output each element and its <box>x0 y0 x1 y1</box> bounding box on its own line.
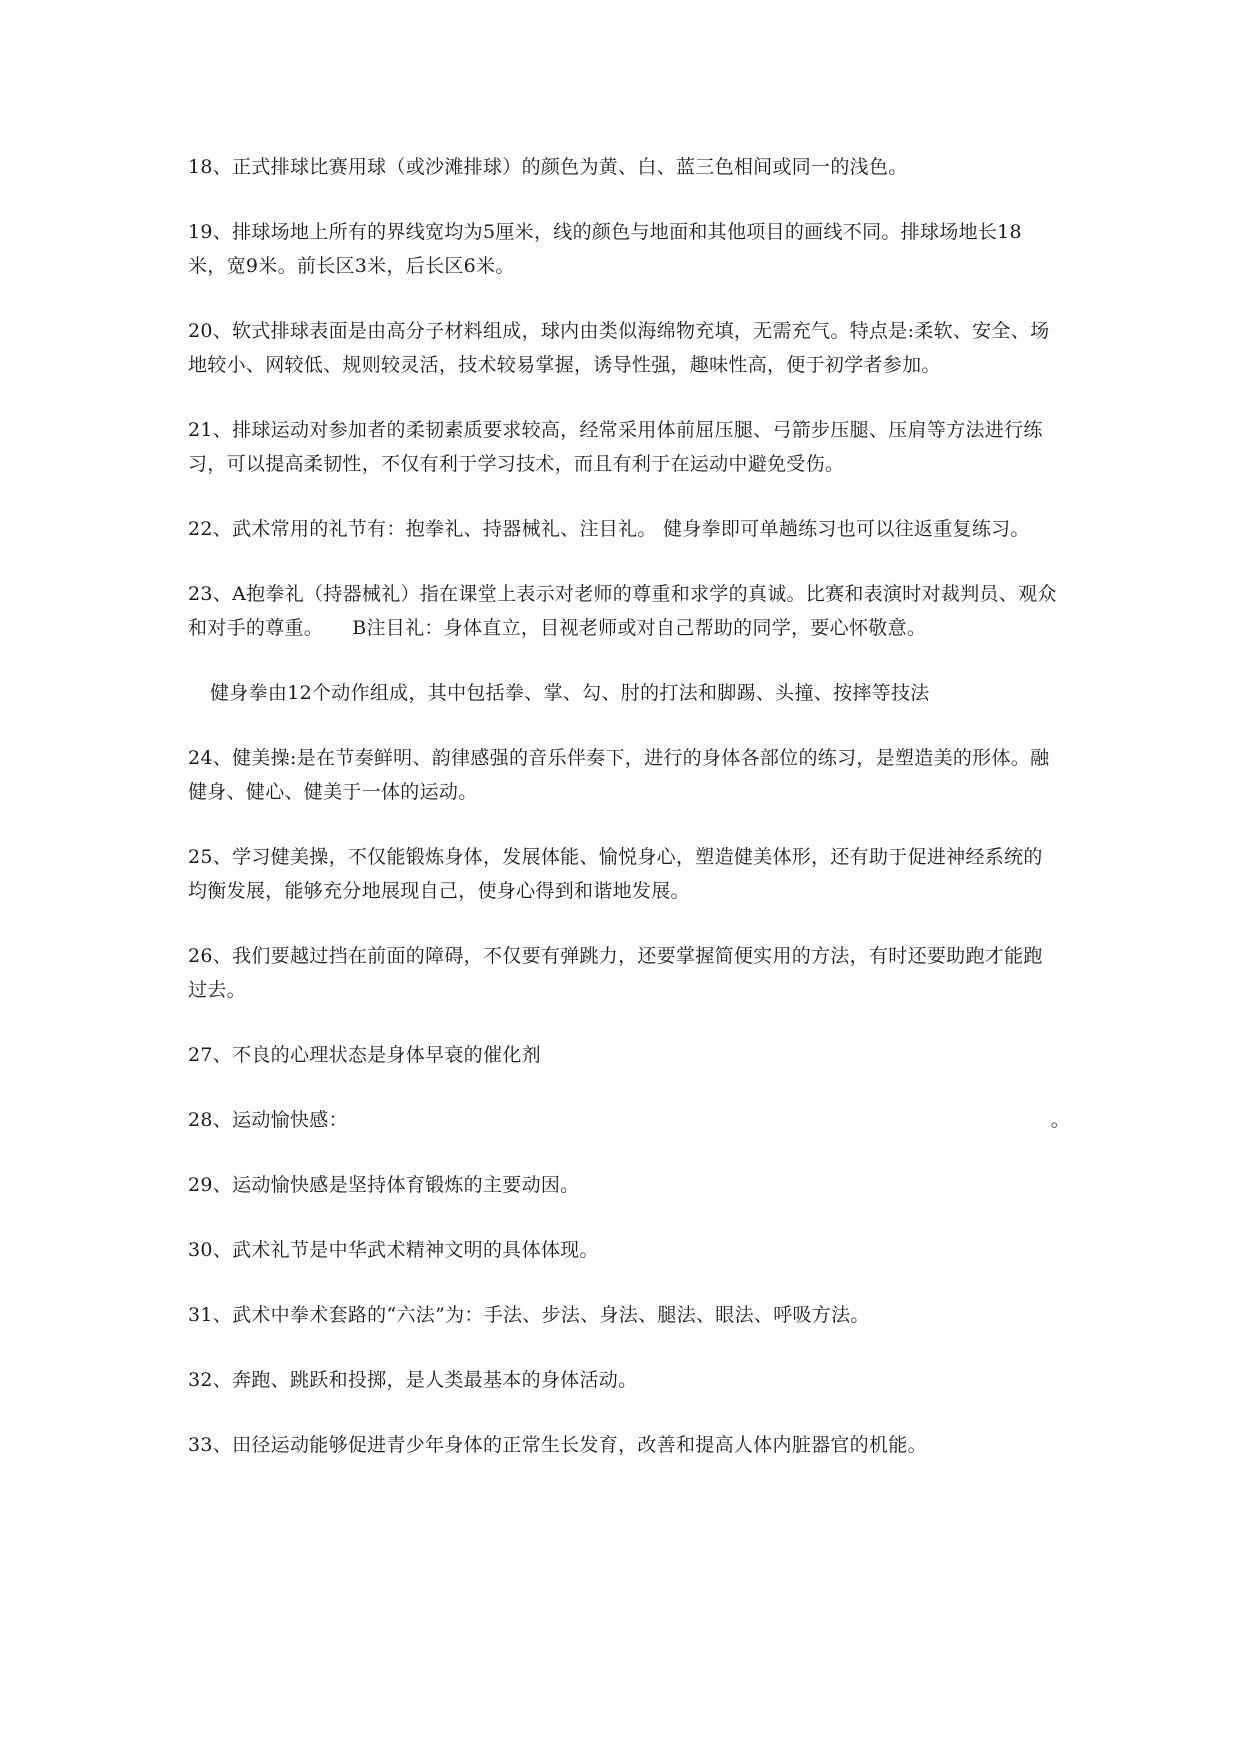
paragraph-29: 29、运动愉快感是坚持体育锻炼的主要动因。 <box>188 1174 580 1196</box>
paragraph-28: 28、运动愉快感： <box>188 1109 348 1131</box>
paragraph-24: 24、健美操:是在节奏鲜明、韵律感强的音乐伴奏下，进行的身体各部位的练习，是塑造美的形体。融健身、健心、健美于一体的运动。 <box>188 747 1050 803</box>
paragraph-18: 18、正式排球比赛用球（或沙滩排球）的颜色为黄、白、蓝三色相间或同一的浅色。 <box>188 156 908 178</box>
paragraph-22: 22、武术常用的礼节有：抱拳礼、持器械礼、注目礼。 健身拳即可单趟练习也可以往返重复练习。 <box>188 518 1030 540</box>
paragraph-19: 19、排球场地上所有的界线宽均为5厘米，线的颜色与地面和其他项目的画线不同。排球场地长18米，宽9米。前长区3米，后长区6米。 <box>188 221 1022 277</box>
paragraph-20: 20、软式排球表面是由高分子材料组成，球内由类似海绵物充填，无需充气。特点是:柔软、安全、场地较小、网较低、规则较灵活，技术较易掌握，诱导性强，趣味性高，便于初学者参加。 <box>188 320 1050 376</box>
document-body <box>188 150 1070 1493</box>
paragraph-27: 27、不良的心理状态是身体早衰的催化剂 <box>188 1044 541 1066</box>
paragraph-32: 32、奔跑、跳跃和投掷，是人类最基本的身体活动。 <box>188 1369 638 1391</box>
paragraph-33: 33、田径运动能够促进青少年身体的正常生长发育，改善和提高人体内脏器官的机能。 <box>188 1434 927 1456</box>
paragraph-31: 31、武术中拳术套路的“六法”为：手法、步法、身法、腿法、眼法、呼吸方法。 <box>188 1304 870 1326</box>
paragraph-26: 26、我们要越过挡在前面的障碍，不仅要有弹跳力，还要掌握简便实用的方法，有时还要助跑才能跑过去。 <box>188 945 1043 1001</box>
paragraph-23: 23、A抱拳礼（持器械礼）指在课堂上表示对老师的尊重和求学的真诚。比赛和表演时对裁判员、观众和对手的尊重。 B注目礼：身体直立，目视老师或对自己帮助的同学，要心怀敬意。 <box>188 583 1057 639</box>
paragraph-25: 25、学习健美操，不仅能锻炼身体，发展体能、愉悦身心，塑造健美体形，还有助于促进神经系统的均衡发展，能够充分地展现自己，使身心得到和谐地发展。 <box>188 846 1043 902</box>
paragraph-28-container <box>188 1103 1070 1137</box>
paragraph-21: 21、排球运动对参加者的柔韧素质要求较高，经常采用体前屈压腿、弓箭步压腿、压肩等方法进行练习，可以提高柔韧性，不仅有利于学习技术，而且有利于在运动中避免受伤。 <box>188 419 1043 475</box>
paragraph-fitness-fist: 健身拳由12个动作组成，其中包括拳、掌、勾、肘的打法和脚踢、头撞、按摔等技法 <box>210 682 930 704</box>
paragraph-28-period: 。 <box>1050 1109 1070 1131</box>
paragraph-30: 30、武术礼节是中华武术精神文明的具体体现。 <box>188 1239 599 1261</box>
